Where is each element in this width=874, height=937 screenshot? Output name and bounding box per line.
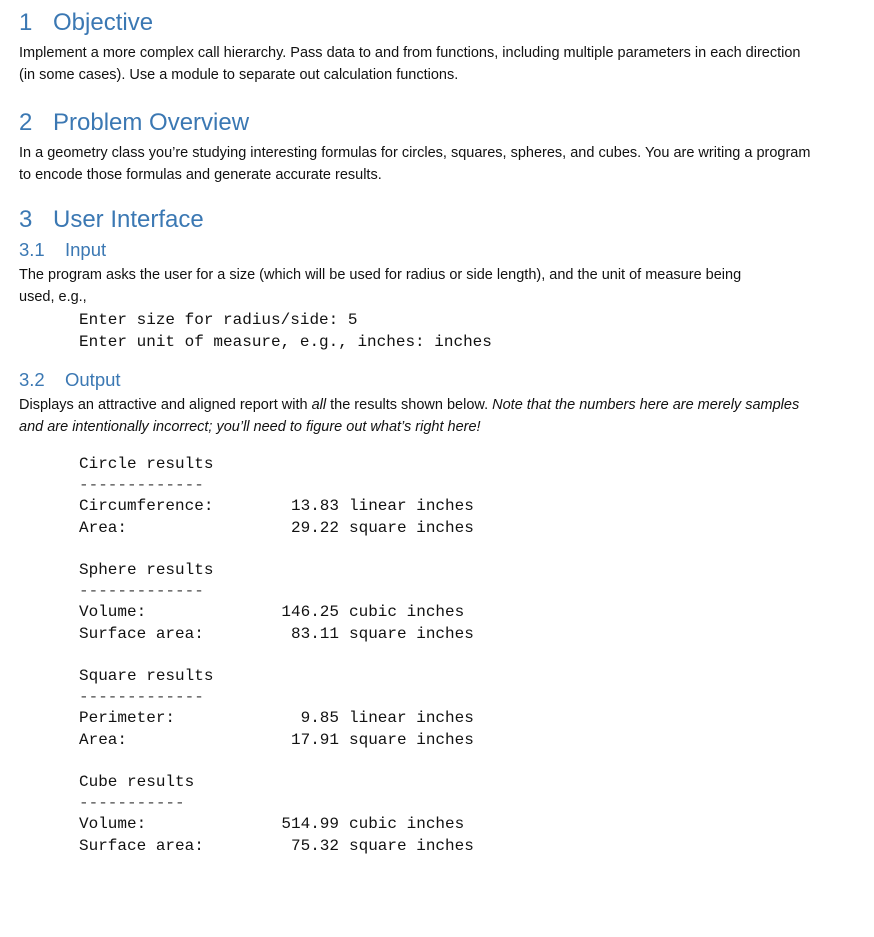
report-row-label: Volume: — [79, 603, 147, 621]
report-row-value: 9.85 — [300, 709, 339, 727]
square-results — [79, 665, 859, 751]
report-row-label: Area: — [79, 730, 128, 749]
report-row-unit: square inches — [349, 836, 474, 855]
report-divider: ------------- — [79, 688, 204, 706]
heading-number: 2 — [19, 109, 33, 136]
heading-input — [19, 237, 859, 263]
sphere-results — [79, 559, 859, 645]
report-row — [79, 708, 859, 730]
report-row-value: 17.91 — [290, 730, 339, 749]
output-text-note: Note that the numbers here are merely samples and are intentionally incorrect; you’ll need to figure out what’s right here! — [19, 397, 800, 435]
output-paragraph — [19, 394, 819, 438]
heading-output — [19, 367, 859, 393]
output-text-all: all — [311, 397, 327, 413]
document — [19, 6, 859, 857]
circle-results — [79, 453, 859, 539]
heading-user-interface — [19, 203, 859, 237]
report-section-title: Circle results — [79, 455, 214, 473]
report-row-label: Volume: — [79, 815, 147, 833]
report-row — [79, 730, 859, 752]
heading-text: Problem Overview — [53, 109, 250, 136]
report-row — [79, 836, 859, 858]
heading-text: Output — [65, 369, 121, 390]
report-divider: ----------- — [79, 794, 185, 812]
cube-results — [79, 771, 859, 857]
report-divider: ------------- — [79, 582, 204, 600]
sample-report — [19, 453, 859, 857]
report-section-title: Sphere results — [79, 561, 214, 579]
report-row-unit: square inches — [349, 730, 474, 749]
report-row-value: 29.22 — [290, 518, 339, 537]
objective-paragraph: Implement a more complex call hierarchy. Pass data to and from functions, including multiple parameters in each direction (in some cases). Use a module to separate out calculation functions. — [19, 45, 801, 83]
heading-number: 3.2 — [19, 369, 45, 390]
input-prompt-size: Enter size for radius/side: 5 — [79, 311, 358, 329]
heading-text: User Interface — [53, 206, 204, 233]
report-divider: ------------- — [79, 476, 204, 494]
report-row-unit: square inches — [349, 518, 474, 537]
heading-objective — [19, 6, 859, 40]
report-row-unit: square inches — [349, 624, 474, 643]
heading-text: Objective — [53, 9, 154, 36]
report-row — [79, 624, 859, 646]
report-row-value: 13.83 — [290, 497, 339, 515]
report-row-unit: linear inches — [349, 497, 474, 515]
overview-paragraph: In a geometry class you’re studying interesting formulas for circles, squares, spheres, and cubes. You are writing a program to encode those formulas and generate accurate results. — [19, 145, 811, 183]
report-row-label: Perimeter: — [79, 709, 176, 727]
report-row-value: 83.11 — [290, 624, 339, 643]
report-row-label: Area: — [79, 518, 128, 537]
output-text-a: Displays an attractive and aligned report with — [19, 397, 312, 413]
report-row-unit: linear inches — [349, 709, 474, 727]
input-paragraph: The program asks the user for a size (which will be used for radius or side length), and the unit of measure being used, e.g., — [19, 267, 742, 305]
report-row-value: 514.99 — [281, 815, 339, 833]
heading-text: Input — [65, 239, 107, 260]
heading-problem-overview — [19, 106, 859, 140]
report-row — [79, 518, 859, 540]
input-prompt-unit: Enter unit of measure, e.g., inches: inches — [79, 333, 492, 351]
report-row-label: Surface area: — [79, 624, 204, 643]
report-row-unit: cubic inches — [349, 603, 465, 621]
report-row — [79, 602, 859, 624]
report-row-value: 146.25 — [281, 603, 339, 621]
output-text-b: the results shown below. — [326, 397, 493, 413]
heading-number: 3 — [19, 206, 33, 233]
report-row-unit: cubic inches — [349, 815, 465, 833]
report-row — [79, 814, 859, 836]
report-row — [79, 496, 859, 518]
report-row-value: 75.32 — [290, 836, 339, 855]
heading-number: 3.1 — [19, 239, 45, 260]
report-section-title: Cube results — [79, 773, 195, 791]
report-row-label: Surface area: — [79, 836, 204, 855]
heading-number: 1 — [19, 9, 33, 36]
report-row-label: Circumference: — [79, 497, 214, 515]
report-section-title: Square results — [79, 667, 214, 685]
